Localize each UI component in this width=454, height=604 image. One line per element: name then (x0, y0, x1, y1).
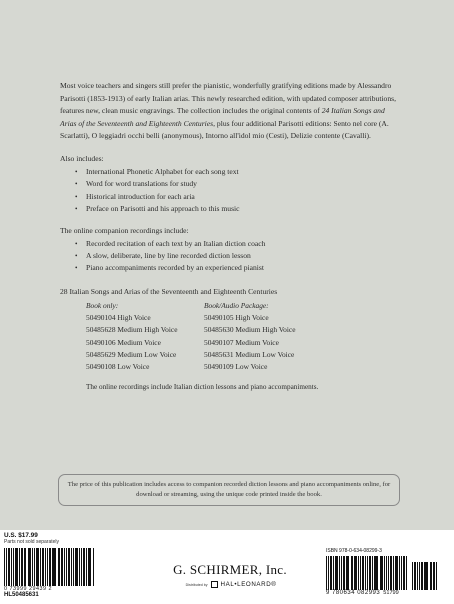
barcode-bar (326, 556, 327, 590)
barcode-bar (42, 548, 44, 586)
barcode-bar (369, 556, 371, 590)
barcode-bar (354, 556, 357, 590)
bullet-icon: • (75, 239, 78, 248)
book-audio-heading: Book/Audio Package: (204, 300, 269, 310)
barcode-bar (433, 562, 435, 590)
barcode-bar (40, 548, 41, 586)
hal-leonard-logo: HAL•LEONARD® (220, 581, 277, 588)
bullet-icon: • (75, 252, 78, 260)
list-item: 50490109 Low Voice (204, 362, 268, 372)
barcode-bar (347, 556, 349, 590)
isbn-barcode (326, 556, 408, 590)
barcode-bar (341, 556, 342, 590)
also-includes-heading: Also includes: (60, 153, 104, 163)
list-item: • Preface on Parisotti and his approach to this music (60, 203, 400, 215)
list-item: 50490108 Low Voice (86, 362, 150, 372)
barcode-bar (377, 556, 378, 590)
barcode-bar (419, 562, 420, 590)
upc-block (4, 532, 112, 598)
intro-paragraph: Most voice teachers and singers still prefer the pianistic, wonderfully gratifying editions made by Alessandro Parisotti (1853-1913) of early Italian arias. This newly researched edition, with updated composer attributions, features new, clean music engravings. The collection includes the original contents of 24 Italian Songs and Arias of the Seventeenth and Eighteenth Centuries, plus four additional Parisotti editions: Sento nel core (A. Scarlatti), O leggiadri occhi belli (anonymous), Intorno all'idol mio (Cesti), Delizie contente (Cavalli). (60, 81, 397, 141)
barcode-bar (28, 548, 30, 586)
online-heading: The online companion recordings include: (60, 225, 189, 235)
barcode-bar (93, 548, 94, 586)
addon-barcode (412, 562, 438, 590)
isbn-block (326, 548, 448, 596)
barcode-bar (8, 548, 10, 586)
list-item: 50490104 High Voice (86, 312, 151, 322)
list-item: • Word for word translations for study (60, 178, 400, 190)
publisher-name: G. SCHIRMER, Inc. (173, 562, 287, 577)
barcode-bar (335, 556, 338, 590)
barcode-bar (49, 548, 51, 586)
barcode-bar (25, 548, 26, 586)
barcode-bar (381, 556, 383, 590)
barcode-bar (11, 548, 12, 586)
book-only-heading: Book only: (86, 300, 119, 310)
hal-leonard-logo-icon (211, 581, 218, 588)
list-item: 50485628 Medium High Voice (86, 325, 178, 335)
upc-barcode (4, 548, 112, 586)
list-item: 50490105 High Voice (204, 312, 269, 322)
barcode-bar (61, 548, 63, 586)
online-list (60, 238, 400, 275)
bullet-icon: • (75, 205, 78, 214)
isbn-label: ISBN 978-0-634-08299-3 (326, 548, 382, 554)
bullet-icon: • (75, 180, 78, 189)
barcode-bar (403, 556, 405, 590)
barcode-bar (399, 556, 400, 590)
barcode-bar (89, 548, 91, 586)
book-only-column (86, 300, 204, 374)
list-item: 50490107 Medium Voice (204, 337, 279, 347)
barcode-bar (75, 548, 78, 586)
distributed-by-text: Distributed by (185, 582, 208, 587)
barcode-bar (384, 556, 385, 590)
barcode-bar (53, 548, 56, 586)
price-subtext: Parts not sold separately (4, 539, 60, 545)
barcode-bar (333, 556, 334, 590)
barcode-bar (32, 548, 33, 586)
title-italic: 24 Italian Songs and Arias of the Seventeenth and Eighteenth Centuries (60, 106, 385, 128)
barcode-bar (412, 562, 413, 590)
list-item: 50485631 Medium Low Voice (204, 350, 295, 360)
main-text (60, 80, 400, 391)
list-item: 50485630 Medium High Voice (204, 325, 296, 335)
barcode-bar (395, 556, 398, 590)
barcode-bar (406, 556, 407, 590)
isbn-addon: 51799 (383, 590, 399, 596)
barcode-bar (330, 556, 332, 590)
barcode-bar (36, 548, 39, 586)
barcode-bar (414, 562, 416, 590)
list-item: 50490106 Medium Voice (86, 337, 161, 347)
list-item: 50485629 Medium Low Voice (86, 350, 177, 360)
barcode-bar (343, 556, 345, 590)
barcode-bar (4, 548, 5, 586)
barcode-bar (68, 548, 70, 586)
barcode-bar (19, 548, 20, 586)
barcode-bar (421, 562, 423, 590)
upc-digits: 0 73999 29439 2 (4, 586, 52, 592)
bullet-icon: • (75, 192, 78, 201)
also-includes-list (60, 166, 400, 216)
catalog-title: 28 Italian Songs and Arias of the Seventeenth and Eighteenth Centuries (60, 286, 278, 296)
list-item: • A slow, deliberate, line by line recorded diction lesson (60, 250, 400, 262)
barcode-bar (15, 548, 18, 586)
barcode-bar (436, 562, 437, 590)
barcode-bar (425, 562, 428, 590)
bullet-icon: • (75, 264, 78, 273)
barcode-bar (83, 548, 85, 586)
hl-code: HL50485631 (4, 592, 39, 598)
list-item: • Piano accompaniments recorded by an experienced pianist (60, 262, 400, 274)
publisher-block (148, 562, 312, 588)
catalog-columns (60, 300, 400, 374)
barcode-bar (362, 556, 364, 590)
isbn-digits: 9 780634 082993 (326, 590, 381, 596)
price-label: U.S. $17.99 (4, 532, 38, 539)
barcode-bar (390, 556, 392, 590)
list-item: • International Phonetic Alphabet for each song text (60, 166, 400, 178)
book-audio-column (204, 300, 322, 374)
list-item: • Historical introduction for each aria (60, 191, 400, 203)
bullet-icon: • (75, 167, 78, 176)
list-item: • Recorded recitation of each text by an Italian diction coach (60, 238, 400, 250)
recordings-note: The online recordings include Italian diction lessons and piano accompaniments. (86, 382, 319, 391)
barcode-bar (374, 556, 377, 590)
barcode-bar (21, 548, 23, 586)
barcode-bar (47, 548, 48, 586)
price-note-box: The price of this publication includes access to companion recorded diction lessons and piano accompaniments online, for download or streaming, using the unique code printed inside the book. (58, 474, 400, 506)
